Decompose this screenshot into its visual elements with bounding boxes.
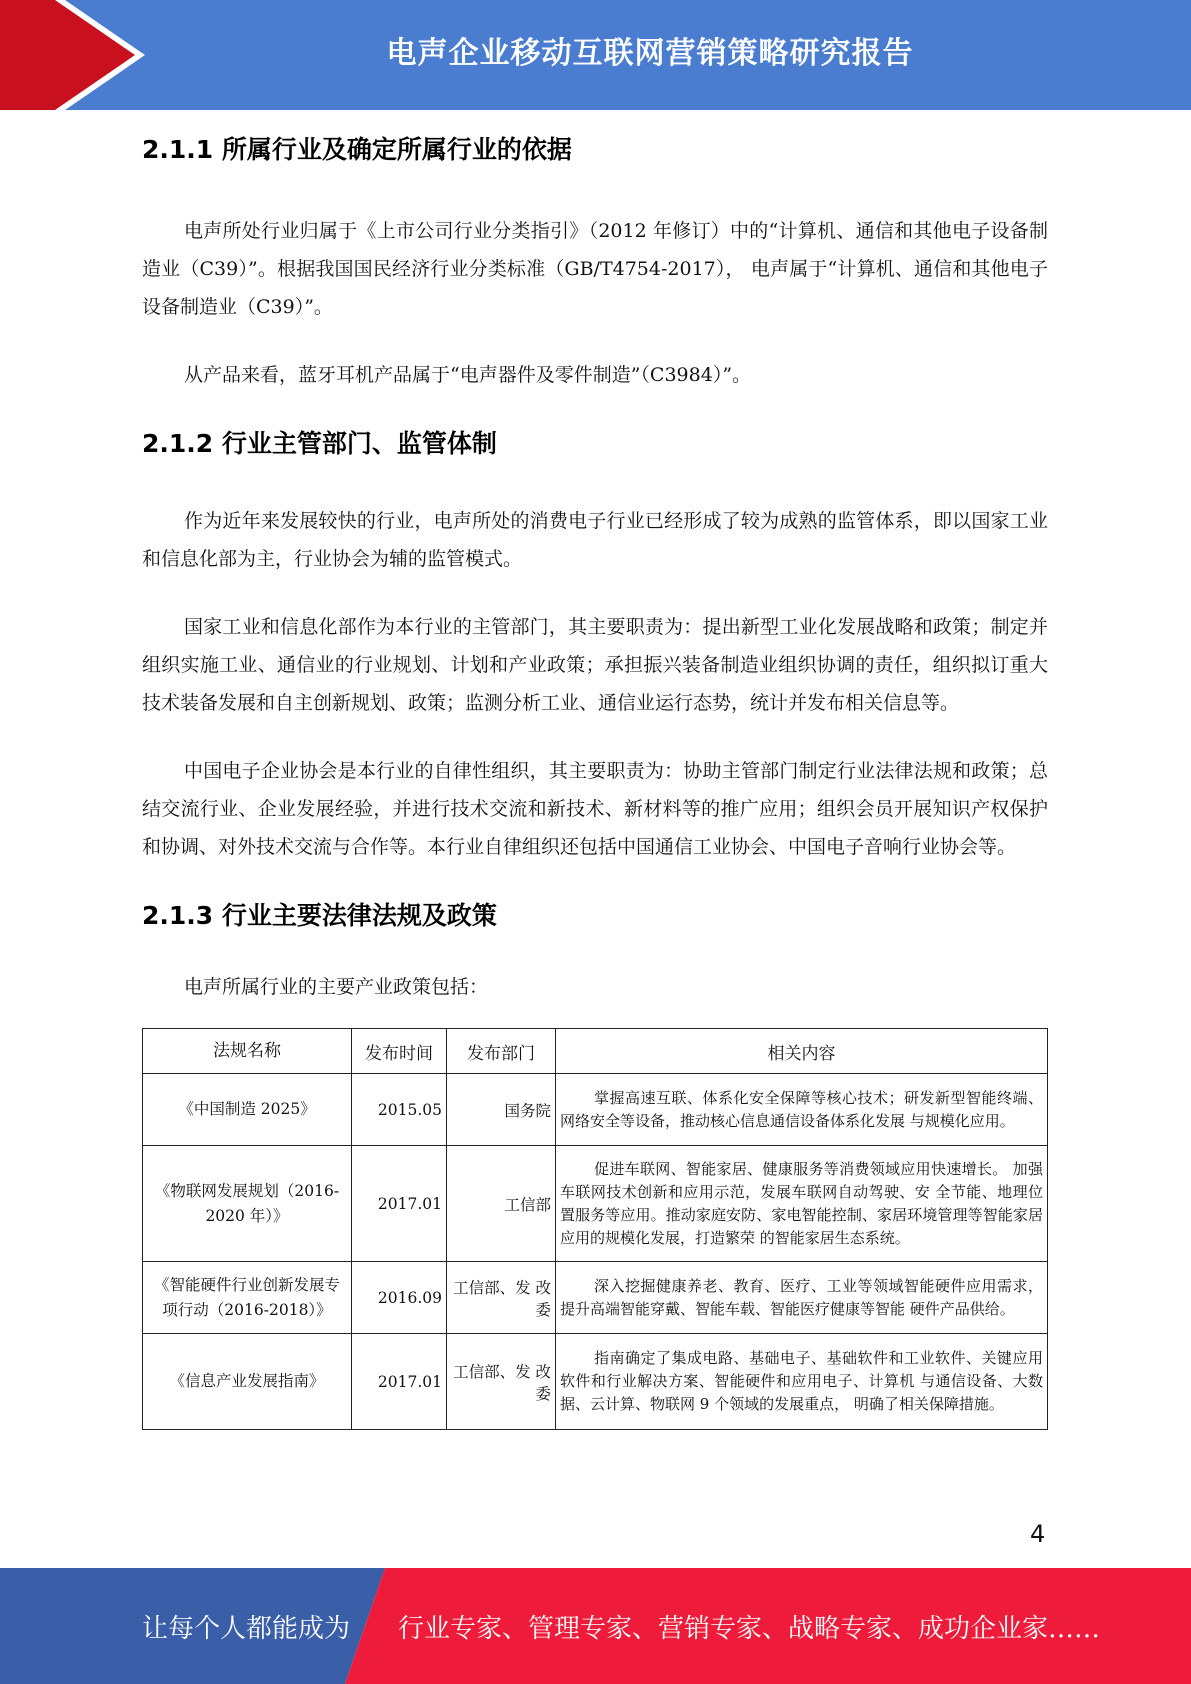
table-row	[143, 1074, 1048, 1146]
footer-slogan-right: 行业专家、管理专家、营销专家、战略专家、成功企业家……	[398, 1614, 1101, 1644]
paragraph: 电声所处行业归属于《上市公司行业分类指引》（2012 年修订）中的“计算机、通信和其他电子设备制造业（C39）”。根据我国国民经济行业分类标准（GB/T4754-2017）， 电声属于“计算机、通信和其他电子设备制造业（C39）”。	[142, 220, 1048, 318]
publish-date: 2015.05	[352, 1074, 447, 1146]
regulation-content: 深入挖掘健康养老、教育、医疗、工业等领域智能硬件应用需求，提升高端智能穿戴、智能车载、智能医疗健康等智能 硬件产品供给。	[556, 1262, 1048, 1334]
publish-date: 2016.09	[352, 1262, 447, 1334]
regulation-content: 掌握高速互联、体系化安全保障等核心技术；研发新型智能终端、网络安全等设备，推动核心信息通信设备体系化发展 与规模化应用。	[556, 1074, 1048, 1146]
publish-department: 工信部、发 改委	[447, 1334, 556, 1430]
footer-slogan-left: 让每个人都能成为	[142, 1614, 351, 1644]
section-heading-2-1-2: 2.1.2 行业主管部门、监管体制	[142, 429, 497, 458]
paragraph: 国家工业和信息化部作为本行业的主管部门，其主要职责为：提出新型工业化发展战略和政策；制定并组织实施工业、通信业的行业规划、计划和产业政策；承担振兴装备制造业组织协调的责任，组织拟订重大技术装备发展和自主创新规划、政策；监测分析工业、通信业运行态势，统计并发布相关信息等。	[142, 616, 1048, 714]
main-content	[142, 130, 1048, 1430]
page-number: 4	[1030, 1520, 1046, 1548]
regulation-name: 《智能硬件行业创新发展专项行动（2016-2018）》	[143, 1262, 352, 1334]
publish-department: 工信部	[447, 1146, 556, 1262]
regulation-content: 指南确定了集成电路、基础电子、基础软件和工业软件、关键应用软件和行业解决方案、智能硬件和应用电子、计算机 与通信设备、大数据、云计算、物联网 9 个领域的发展重点， 明确了相关保障措施。	[556, 1334, 1048, 1430]
publish-date: 2017.01	[352, 1334, 447, 1430]
publish-department: 国务院	[447, 1074, 556, 1146]
section-heading-2-1-1: 2.1.1 所属行业及确定所属行业的依据	[142, 135, 572, 164]
paragraph: 中国电子企业协会是本行业的自律性组织，其主要职责为：协助主管部门制定行业法律法规和政策；总结交流行业、企业发展经验，并进行技术交流和新技术、新材料等的推广应用；组织会员开展知识产权保护和协调、对外技术交流与合作等。本行业自律组织还包括中国通信工业协会、中国电子音响行业协会等。	[142, 760, 1048, 858]
publish-date: 2017.01	[352, 1146, 447, 1262]
column-header: 发布部门	[447, 1029, 556, 1074]
regulation-name: 《信息产业发展指南》	[143, 1334, 352, 1430]
table-header-row	[143, 1029, 1048, 1074]
page-footer	[0, 1568, 1191, 1684]
paragraph: 作为近年来发展较快的行业，电声所处的消费电子行业已经形成了较为成熟的监管体系，即以国家工业和信息化部为主，行业协会为辅的监管模式。	[142, 510, 1048, 570]
paragraph: 从产品来看，蓝牙耳机产品属于“电声器件及零件制造”（C3984）”。	[184, 364, 752, 386]
publish-department: 工信部、发 改委	[447, 1262, 556, 1334]
paragraph: 电声所属行业的主要产业政策包括：	[184, 976, 489, 998]
table-row	[143, 1146, 1048, 1262]
column-header: 相关内容	[556, 1029, 1048, 1074]
regulation-content: 促进车联网、智能家居、健康服务等消费领域应用快速增长。 加强车联网技术创新和应用示范，发展车联网自动驾驶、安 全节能、地理位置服务等应用。推动家庭安防、家电智能控制、家居环境管理等智能家居应用的规模化发展，打造繁荣 的智能家居生态系统。	[556, 1146, 1048, 1262]
regulation-name: 《中国制造 2025》	[143, 1074, 352, 1146]
table-row	[143, 1334, 1048, 1430]
page-header	[0, 0, 1191, 110]
regulation-name: 《物联网发展规划（2016-2020 年）》	[143, 1146, 352, 1262]
column-header: 法规名称	[143, 1029, 352, 1074]
report-title: 电声企业移动互联网营销策略研究报告	[386, 36, 914, 71]
policy-table	[142, 1028, 1048, 1430]
table-row	[143, 1262, 1048, 1334]
section-heading-2-1-3: 2.1.3 行业主要法律法规及政策	[142, 901, 497, 930]
column-header: 发布时间	[352, 1029, 447, 1074]
